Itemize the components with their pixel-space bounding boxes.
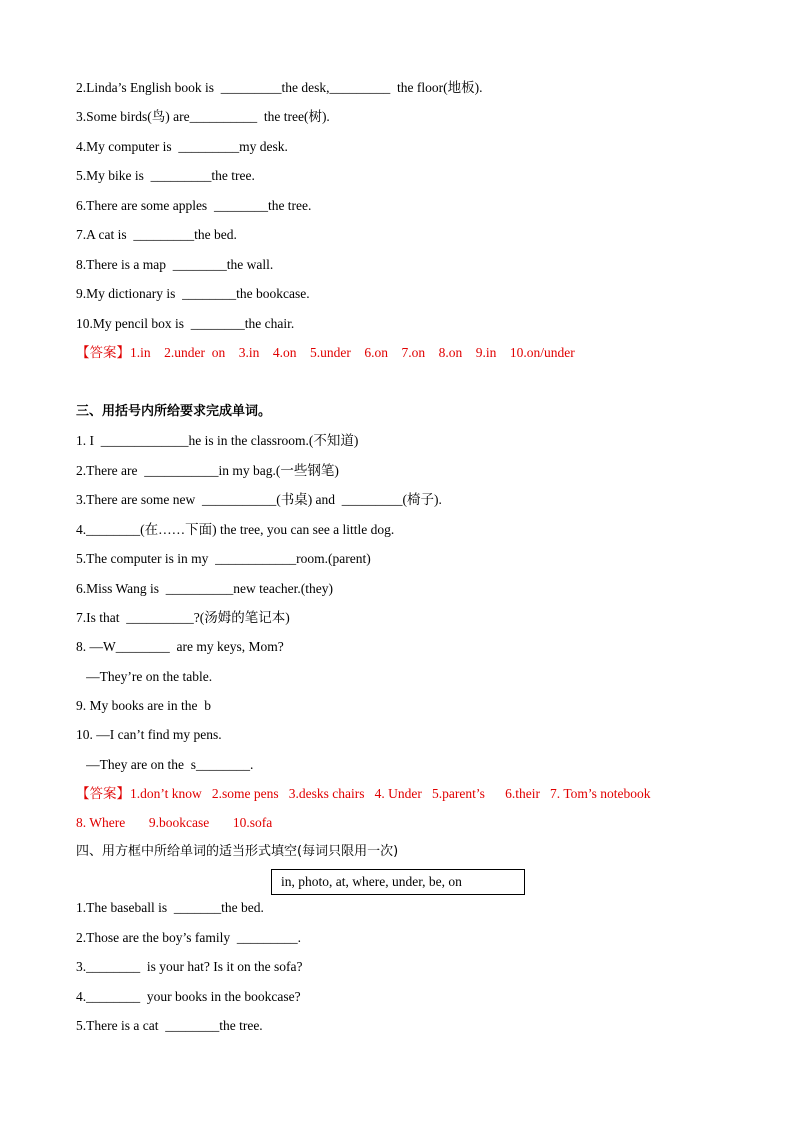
answer-key: 【答案】1.in 2.under on 3.in 4.on 5.under 6.on 7.on 8.on 9.in 10.on/under (76, 345, 575, 360)
exercise-item: 8.There is a map ________the wall. (76, 257, 274, 272)
exercise-item: 6.There are some apples ________the tree. (76, 198, 312, 213)
exercise-item: 3.Some birds(鸟) are__________ the tree(树). (76, 109, 330, 124)
exercise-item: 4.________ your books in the bookcase? (76, 989, 301, 1004)
exercise-item: 7.A cat is _________the bed. (76, 227, 237, 242)
exercise-item-reply: —They’re on the table. (76, 669, 213, 684)
exercise-item: 5.There is a cat ________the tree. (76, 1018, 263, 1033)
exercise-item: 5.My bike is _________the tree. (76, 168, 255, 183)
answer-key: 【答案】1.don’t know 2.some pens 3.desks chairs 4. Under 5.parent’s 6.their 7. Tom’s notebook (76, 786, 651, 801)
word-box-text: in, photo, at, where, under, be, on (281, 874, 462, 889)
exercise-item: 7.Is that __________?(汤姆的笔记本) (76, 610, 290, 625)
exercise-item: 1. I _____________he is in the classroom.(不知道) (76, 433, 359, 448)
exercise-item: 2.Those are the boy’s family _________. (76, 930, 301, 945)
exercise-item: 9.My dictionary is ________the bookcase. (76, 286, 310, 301)
exercise-item: 5.The computer is in my ____________room.(parent) (76, 551, 371, 566)
exercise-item: 2.Linda’s English book is _________the desk,_________ the floor(地板). (76, 80, 483, 95)
exercise-item: 3.There are some new ___________(书桌) and _________(椅子). (76, 492, 442, 507)
answer-key-continued: 8. Where 9.bookcase 10.sofa (76, 815, 273, 830)
exercise-item-reply: —They are on the s________. (76, 757, 254, 772)
section-heading: 四、用方框中所给单词的适当形式填空(每词只限用一次) (76, 844, 399, 859)
exercise-item: 8. —W________ are my keys, Mom? (76, 639, 284, 654)
exercise-item: 10. —I can’t find my pens. (76, 727, 222, 742)
exercise-item: 2.There are ___________in my bag.(一些钢笔) (76, 463, 339, 478)
word-box (271, 869, 525, 895)
exercise-item: 10.My pencil box is ________the chair. (76, 316, 295, 331)
exercise-item: 3.________ is your hat? Is it on the sofa? (76, 959, 303, 974)
exercise-item: 4.________(在……下面) the tree, you can see a little dog. (76, 522, 395, 537)
exercise-item: 9. My books are in the b (76, 698, 211, 713)
exercise-item: 1.The baseball is _______the bed. (76, 900, 264, 915)
exercise-item: 6.Miss Wang is __________new teacher.(they) (76, 581, 333, 596)
section-heading: 三、用括号内所给要求完成单词。 (76, 404, 272, 419)
exercise-item: 4.My computer is _________my desk. (76, 139, 288, 154)
